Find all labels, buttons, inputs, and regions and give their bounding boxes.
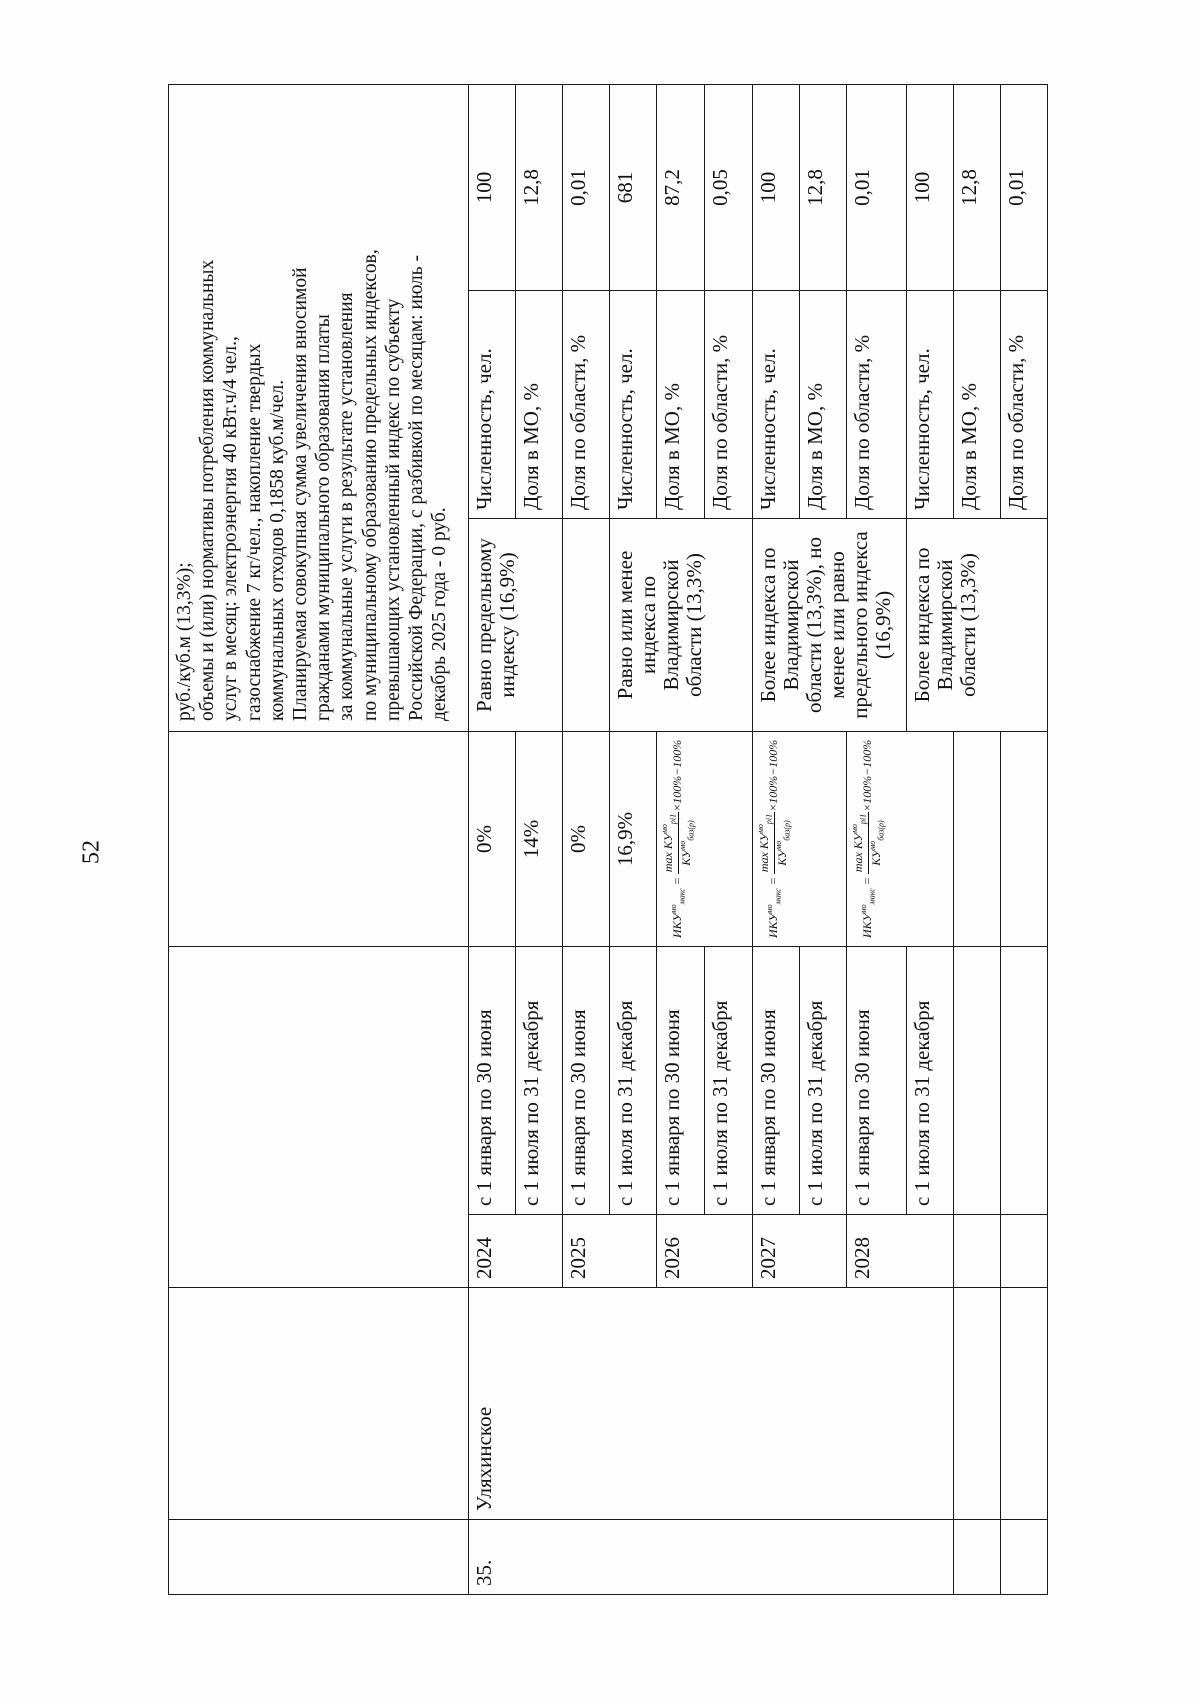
empty-cell [953, 1288, 1000, 1520]
result-cell: 0,01 [563, 84, 610, 290]
formula-den: КУ [774, 849, 789, 866]
result-cell: 12,8 [953, 84, 1000, 290]
condition-cell: Более индекса по Владимирской области (13,3%), но менее или равно предельного индекса (16,9%) [752, 519, 906, 732]
description-line: коммунальных отходов 0,1858 куб.м/чел. [266, 379, 288, 721]
formula-tail: ×100%−100% [669, 739, 684, 812]
result-cell: 100 [469, 84, 516, 290]
formula-cell: $ИКУ^{мо}_{макс}$ = $\max КУ^{мо}_{pi1}$ $КУ^{мо}_{баз(p)}$ ×100%−100% [846, 732, 953, 947]
formula-lhs: ИКУ [859, 913, 874, 938]
empty-cell [1000, 1215, 1047, 1288]
indicator-cell: Численность, чел. [906, 291, 953, 519]
formula-den: КУ [678, 849, 693, 866]
result-cell: 12,8 [516, 84, 563, 290]
description-line: гражданами муниципального образования платы [313, 314, 335, 721]
formula-lhs-sub: макс [773, 888, 783, 905]
empty-cell [953, 732, 1000, 947]
description-line: Российской Федерации, с разбивкой по месяцам: июль - [406, 255, 428, 721]
result-cell: 681 [609, 84, 656, 290]
formula-num-sub: pi1 [858, 813, 868, 825]
formula-fraction [757, 812, 792, 874]
year-cell: 2024 [469, 1215, 563, 1288]
result-cell: 12,8 [799, 84, 846, 290]
value-cell: 14% [516, 732, 563, 947]
indicator-cell: Доля по области, % [1000, 291, 1047, 519]
empty-cell [1000, 947, 1047, 1215]
period-cell: с 1 июля по 31 декабря [609, 947, 656, 1215]
period-cell: с 1 января по 30 июня [846, 947, 906, 1215]
formula-tail: ×100%−100% [766, 739, 780, 812]
empty-cell [1000, 1288, 1047, 1520]
condition-cell: Равно или менее индекса по Владимирской области (13,3%) [609, 519, 752, 732]
formula-num-sup: мо [659, 824, 669, 834]
result-cell: 87,2 [656, 84, 704, 290]
formula-cell: $ИКУ^{мо}_{макс}$ = $\max КУ^{мо}_{pi1}$ $КУ^{мо}_{баз(p)}$ ×100%−100% [752, 732, 846, 947]
formula-fraction [851, 812, 886, 874]
period-cell: с 1 июля по 31 декабря [799, 947, 846, 1215]
value-cell: 0% [469, 732, 516, 947]
description-line: Планируемая совокупная сумма увеличения вносимой [290, 267, 312, 721]
empty-cell [953, 1215, 1000, 1288]
indicator-cell: Численность, чел. [469, 291, 516, 519]
condition-cell: Равно предельному индексу (16,9%) [469, 519, 563, 732]
formula-num-sub: pi1 [668, 813, 678, 825]
formula-den-sub: баз(p) [686, 820, 696, 841]
value-cell: 0% [563, 732, 610, 947]
formula-num: max КУ [756, 833, 771, 873]
indicator-cell: Доля по области, % [846, 291, 906, 519]
formula-den-sup: мо [867, 840, 877, 850]
formula-num-sup: мо [849, 824, 859, 834]
indicator-cell: Доля в МО, % [656, 291, 704, 519]
indicator-cell: Доля в МО, % [516, 291, 563, 519]
formula-tail: ×100%−100% [859, 739, 874, 812]
period-cell: с 1 января по 30 июня [752, 947, 799, 1215]
indicator-cell: Доля в МО, % [953, 291, 1000, 519]
table-row [953, 84, 1000, 1594]
formula-num-sup: мо [755, 824, 765, 834]
table-row [469, 84, 516, 1594]
empty-cell [169, 1288, 469, 1520]
year-cell: 2025 [563, 1215, 657, 1288]
formula-lhs-sub: макс [677, 888, 687, 905]
result-cell: 100 [752, 84, 799, 290]
value-cell: 16,9% [609, 732, 656, 947]
period-cell: с 1 июля по 31 декабря [704, 947, 752, 1215]
formula-den-sub: баз(p) [782, 820, 792, 841]
rotated-table-wrapper [168, 85, 1048, 1595]
year-cell: 2028 [846, 1215, 953, 1288]
description-line: услуг в месяц: электроэнергия 40 кВт.ч/4 чел., [220, 336, 242, 721]
empty-cell [563, 519, 610, 732]
empty-cell [1000, 732, 1047, 947]
formula-num: max КУ [850, 833, 865, 873]
empty-cell [953, 1520, 1000, 1595]
page-number: 52 [78, 840, 105, 864]
indicator-cell: Численность, чел. [609, 291, 656, 519]
result-cell: 100 [906, 84, 953, 290]
indicator-cell: Доля по области, % [563, 291, 610, 519]
formula-lhs: ИКУ [669, 913, 684, 938]
result-cell: 0,05 [704, 84, 752, 290]
empty-cell [169, 732, 469, 947]
indicator-cell: Численность, чел. [752, 291, 799, 519]
period-cell: с 1 января по 30 июня [656, 947, 704, 1215]
formula-cell: $ИКУ^{мо}_{макс}$ = $\max КУ^{мо}_{pi1}$ $КУ^{мо}_{баз(p)}$ ×100%−100% [656, 732, 752, 947]
year-cell: 2027 [752, 1215, 846, 1288]
indicator-cell: Доля по области, % [704, 291, 752, 519]
formula-num: max КУ [660, 833, 675, 873]
condition-cell: Более индекса по Владимирской области (13,3%) [906, 519, 1047, 732]
formula-den-sup: мо [773, 840, 783, 850]
table-row [1000, 84, 1047, 1594]
index-table [168, 84, 1048, 1595]
description-row [169, 84, 469, 1594]
formula-lhs: ИКУ [766, 913, 780, 938]
period-cell: с 1 января по 30 июня [563, 947, 610, 1215]
formula-lhs-sup: мо [765, 904, 774, 914]
empty-cell [953, 947, 1000, 1215]
formula-den: КУ [868, 849, 883, 866]
empty-cell [1000, 1520, 1047, 1595]
formula-lhs-sup: мо [858, 904, 868, 914]
description-line: декабрь 2025 года - 0 руб. [429, 507, 451, 721]
description-line: по муниципальному образованию предельных индексов, [359, 249, 381, 721]
result-cell: 0,01 [846, 84, 906, 290]
formula-den-sub: баз(p) [876, 820, 886, 841]
period-cell: с 1 января по 30 июня [469, 947, 516, 1215]
result-cell: 0,01 [1000, 84, 1047, 290]
description-line: руб./куб.м (13,3%); [174, 562, 195, 721]
formula-fraction [661, 812, 696, 874]
description-line: газоснабжение 7 кг/чел., накопление твердых [243, 343, 265, 721]
description-line: превышающих установленный индекс по субъекту [382, 298, 404, 721]
entry-name: Уляхинское [469, 1288, 954, 1520]
indicator-cell: Доля в МО, % [799, 291, 846, 519]
description-cell [169, 84, 469, 731]
year-cell: 2026 [656, 1215, 752, 1288]
description-line: объемы и (или) нормативы потребления коммунальных [197, 259, 219, 721]
period-cell: с 1 июля по 31 декабря [516, 947, 563, 1215]
entry-number: 35. [469, 1520, 954, 1595]
period-cell: с 1 июля по 31 декабря [906, 947, 953, 1215]
formula-den-sup: мо [677, 840, 687, 850]
description-line: за коммунальные услуги в результате установления [336, 292, 358, 721]
formula-lhs-sub: макс [867, 888, 877, 905]
formula-lhs-sup: мо [668, 904, 678, 914]
formula-num-sub: pi1 [764, 813, 774, 825]
empty-cell [169, 1520, 469, 1595]
empty-cell [169, 947, 469, 1288]
